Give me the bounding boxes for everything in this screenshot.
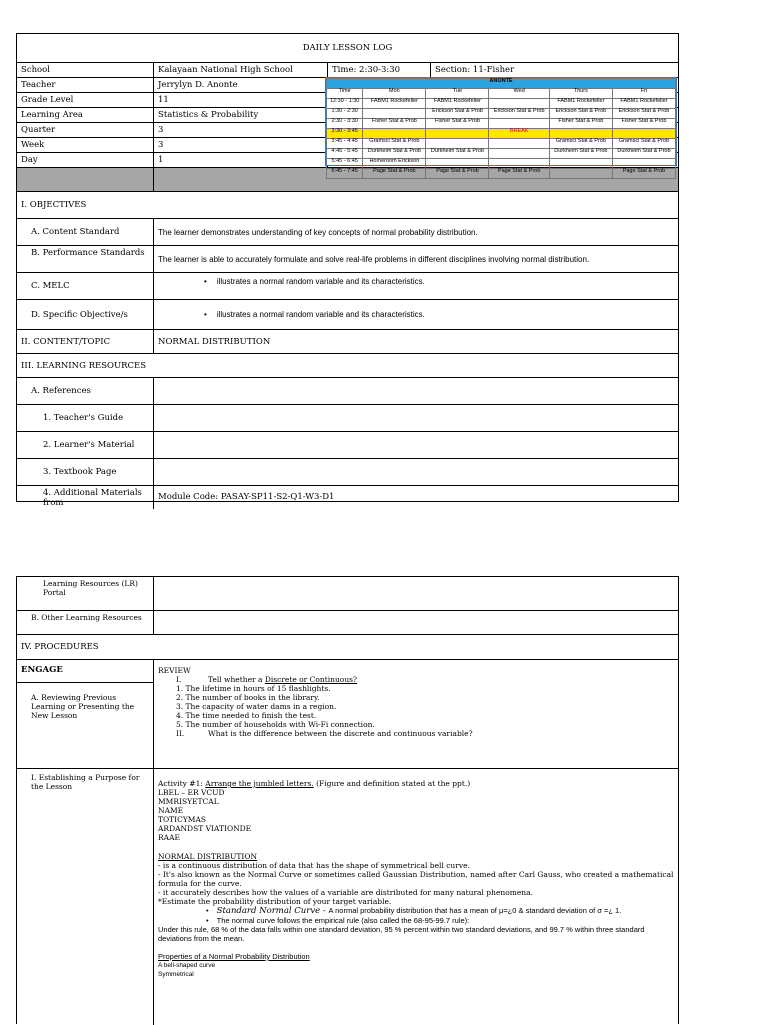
schedule-header: Wed bbox=[489, 89, 549, 99]
content-standard-value: The learner demonstrates understanding of key concepts of normal probability distribution. bbox=[158, 228, 478, 237]
schedule-header: Time bbox=[327, 89, 363, 99]
schedule-cell bbox=[426, 139, 489, 149]
specific-objective-label: D. Specific Objective/s bbox=[17, 300, 154, 329]
day-value: 1 bbox=[154, 153, 328, 167]
content-topic-value: NORMAL DISTRIBUTION bbox=[158, 337, 271, 347]
review-item: 5. The number of households with Wi-Fi connection. bbox=[176, 720, 375, 729]
grade-value: 11 bbox=[154, 93, 328, 107]
area-value: Statistics & Probability bbox=[154, 108, 328, 122]
schedule-cell: Fisher Stat & Prob bbox=[612, 119, 675, 129]
schedule-cell: Homeroom Erickson bbox=[363, 159, 426, 169]
other-resources-label: B. Other Learning Resources bbox=[17, 611, 154, 634]
schedule-cell: 5:45 - 6:45 bbox=[327, 159, 363, 169]
review-i-num: I. bbox=[176, 675, 182, 684]
review-item: 1. The lifetime in hours of 15 flashlights. bbox=[176, 684, 331, 693]
review-i-text: Tell whether a bbox=[208, 675, 265, 684]
section-value: Section: 11-Fisher bbox=[435, 65, 515, 75]
schedule-header: Thurs bbox=[549, 89, 612, 99]
review-label: A. Reviewing Previous Learning or Presenting the New Lesson bbox=[31, 693, 135, 720]
grade-label: Grade Level bbox=[17, 93, 154, 107]
schedule-cell bbox=[549, 159, 612, 169]
review-item: 4. The time needed to finish the test. bbox=[176, 711, 317, 720]
specific-objective-value: • illustrates a normal random variable and its characteristics. bbox=[204, 310, 425, 319]
week-label: Week bbox=[17, 138, 154, 152]
schedule-cell: 12:30 - 1:30 bbox=[327, 99, 363, 109]
normal-distribution-title: NORMAL DISTRIBUTION bbox=[158, 852, 258, 861]
learners-material-label: 2. Learner's Material bbox=[17, 432, 154, 458]
schedule-header: Mon bbox=[363, 89, 426, 99]
schedule-break: BREAK bbox=[489, 129, 549, 139]
performance-standards-value: The learner is able to accurately formulate and solve real-life problems in different disciplines involving normal distribution. bbox=[158, 255, 590, 264]
purpose-label: I. Establishing a Purpose for the Lesson bbox=[17, 769, 154, 1025]
schedule-cell: FABM1 Rockefeller bbox=[549, 99, 612, 109]
schedule-cell: Durkheim Stat & Prob bbox=[363, 149, 426, 159]
additional-materials-value: Module Code: PASAY-SP11-S2-Q1-W3-D1 bbox=[158, 492, 335, 502]
schedule-cell: Durkheim Stat & Prob bbox=[549, 149, 612, 159]
teachers-guide-label: 1. Teacher's Guide bbox=[17, 405, 154, 431]
property-item: A bell-shaped curve bbox=[158, 962, 216, 969]
nd-definition: *Estimate the probability distribution of your target variable. bbox=[158, 897, 392, 906]
jumbled-word: ARDANDST VIATIONDE bbox=[158, 824, 252, 833]
schedule-cell bbox=[426, 129, 489, 139]
schedule-cell: Gramsci Stat & Prob bbox=[549, 139, 612, 149]
teacher-label: Teacher bbox=[17, 78, 154, 92]
learning-resources-heading: III. LEARNING RESOURCES bbox=[21, 361, 147, 371]
schedule-cell: 3:45 - 4:45 bbox=[327, 139, 363, 149]
area-label: Learning Area bbox=[17, 108, 154, 122]
standard-normal-curve-term: Standard Normal Curve - bbox=[216, 906, 329, 916]
review-i-underlined: Discrete or Continuous? bbox=[264, 675, 358, 684]
schedule-cell: Erickson Stat & Prob bbox=[612, 109, 675, 119]
melc-value: • illustrates a normal random variable and its characteristics. bbox=[204, 277, 425, 286]
jumbled-word: NAME bbox=[158, 806, 184, 815]
property-item: Symmetrical bbox=[158, 971, 194, 978]
schedule-cell bbox=[489, 149, 549, 159]
properties-title: Properties of a Normal Probability Distribution bbox=[158, 952, 310, 961]
schedule-cell bbox=[549, 129, 612, 139]
schedule-cell: Erickson Stat & Prob bbox=[489, 109, 549, 119]
quarter-value: 3 bbox=[154, 123, 328, 137]
jumbled-word: RAAE bbox=[158, 833, 180, 842]
review-ii-text: What is the difference between the discrete and continuous variable? bbox=[208, 729, 473, 738]
review-title: REVIEW bbox=[158, 666, 191, 675]
schedule-cell: FABM1 Rockefeller bbox=[426, 99, 489, 109]
melc-label: C. MELC bbox=[17, 273, 154, 299]
quarter-label: Quarter bbox=[17, 123, 154, 137]
page-title: DAILY LESSON LOG bbox=[17, 34, 678, 63]
schedule-cell: Page Stat & Prob bbox=[612, 169, 675, 179]
content-topic-label: II. CONTENT/TOPIC bbox=[17, 330, 154, 353]
schedule-owner: ANONTE bbox=[327, 79, 676, 89]
jumbled-word: TOTICYMAS bbox=[158, 815, 207, 824]
lesson-log-page-2: Learning Resources (LR) Portal B. Other Learning Resources IV. PROCEDURES ENGAGE A. Reviewing Previous Learning or Presenting the New Lesson REVIEW I. Tell whether a Discrete or Continuous? 1. The lifetime in hours of 15 flashlights. 2. The number of books in the library. 3. The capacity of water dams in a region. 4. The time needed to finish the test. 5. The number of households with Wi-Fi connection. II. What is the difference between the discrete and continuous variable? I. Establishing a Purpose for the Lesson Activity #1: Arrange the jumbled letters. (Figure and definition stated at the ppt.) LBEL – ER VCUD MMRISYETCAL NAME TOTICYMAS ARDANDST VIATIONDE RAAE NORMAL DISTRIBUTION - is a continuous distribution of data that has the shape of symmetrical bell curve. - It's also known as the Normal Curve or sometimes called Gaussian Distribution, named after Carl Gauss, who created a mathematical formula for the curve. - it accurately describes how the values of a variable are distributed for many natural phenomena. *Estimate the probability distribution of your target variable. • Standard Normal Curve - A normal probability distribution that has a mean of μ=¿0 & standard deviation of σ =¿ 1. • The normal curve follows the empirical rule (also called the 68-95-99.7 rule): Under this rule, 68 % of the data falls within one standard deviation, 95 % percent within two standard deviations, and 99.7 % within three standard deviations from the mean. Properties of a Normal Probability Distribution A bell-shaped curve Symmetrical bbox=[16, 576, 679, 1024]
schedule-cell: Gramsci Stat & Prob bbox=[363, 139, 426, 149]
schedule-cell: 2:30 - 3:30 bbox=[327, 119, 363, 129]
engage-label: ENGAGE bbox=[17, 660, 153, 683]
content-standard-label: A. Content Standard bbox=[17, 219, 154, 245]
objectives-heading: I. OBJECTIVES bbox=[21, 200, 87, 210]
schedule-cell bbox=[426, 159, 489, 169]
schedule-cell: 4:45 - 5:45 bbox=[327, 149, 363, 159]
activity-prefix: Activity #1: bbox=[158, 779, 206, 788]
empirical-rule: The normal curve follows the empirical rule (also called the 68-95-99.7 rule): bbox=[216, 916, 470, 925]
schedule-cell: FABM1 Rockefeller bbox=[363, 99, 426, 109]
school-value: Kalayaan National High School bbox=[154, 63, 328, 77]
schedule-header: Fri bbox=[612, 89, 675, 99]
schedule-cell: 6:45 - 7:45 bbox=[327, 169, 363, 179]
schedule-cell: Fisher Stat & Prob bbox=[426, 119, 489, 129]
review-item: 2. The number of books in the library. bbox=[176, 693, 320, 702]
activity-suffix: (Figure and definition stated at the ppt.) bbox=[313, 779, 471, 788]
schedule-cell bbox=[363, 109, 426, 119]
schedule-cell: Durkheim Stat & Prob bbox=[426, 149, 489, 159]
review-item: 3. The capacity of water dams in a region. bbox=[176, 702, 337, 711]
lr-portal-label: Learning Resources (LR) Portal bbox=[17, 577, 154, 610]
schedule-cell: Fisher Stat & Prob bbox=[363, 119, 426, 129]
schedule-cell bbox=[363, 129, 426, 139]
schedule-cell bbox=[612, 129, 675, 139]
activity-title: Arrange the jumbled letters. bbox=[205, 779, 314, 788]
schedule-cell: Fisher Stat & Prob bbox=[549, 119, 612, 129]
schedule-cell: Erickson Stat & Prob bbox=[426, 109, 489, 119]
schedule-cell: Durkheim Stat & Prob bbox=[612, 149, 675, 159]
schedule-cell: Page Stat & Prob bbox=[363, 169, 426, 179]
schedule-cell bbox=[489, 139, 549, 149]
school-label: School bbox=[17, 63, 154, 77]
textbook-page-label: 3. Textbook Page bbox=[17, 459, 154, 485]
procedures-heading: IV. PROCEDURES bbox=[21, 642, 99, 652]
schedule-cell bbox=[489, 159, 549, 169]
schedule-cell bbox=[612, 159, 675, 169]
jumbled-word: LBEL – ER VCUD bbox=[158, 788, 225, 797]
schedule-cell: Erickson Stat & Prob bbox=[549, 109, 612, 119]
schedule-cell bbox=[489, 99, 549, 109]
schedule-cell: 1:30 - 2:30 bbox=[327, 109, 363, 119]
day-label: Day bbox=[17, 153, 154, 167]
nd-definition: - is a continuous distribution of data that has the shape of symmetrical bell curve. bbox=[158, 861, 470, 870]
nd-definition: - it accurately describes how the values of a variable are distributed for many natural phenomena. bbox=[158, 888, 533, 897]
teacher-value: Jerrylyn D. Anonte bbox=[154, 78, 328, 92]
review-ii-num: II. bbox=[176, 729, 185, 738]
schedule-cell: Page Stat & Prob bbox=[489, 169, 549, 179]
class-schedule-table bbox=[325, 77, 677, 174]
jumbled-word: MMRISYETCAL bbox=[158, 797, 219, 806]
performance-standards-label: B. Performance Standards bbox=[17, 246, 154, 272]
schedule-cell: 3:30 - 3:45 bbox=[327, 129, 363, 139]
week-value: 3 bbox=[154, 138, 328, 152]
schedule-header: Tue bbox=[426, 89, 489, 99]
time-value: Time: 2:30-3:30 bbox=[328, 63, 431, 77]
empirical-rule-text: Under this rule, 68 % of the data falls within one standard deviation, 95 % percent within two standard deviations, and 99.7 % within three standard deviations from the mean. bbox=[158, 925, 645, 943]
references-label: A. References bbox=[17, 378, 154, 404]
schedule-cell: Gramsci Stat & Prob bbox=[612, 139, 675, 149]
nd-definition: - It's also known as the Normal Curve or sometimes called Gaussian Distribution, named after Carl Gauss, who created a mathematical formula for the curve. bbox=[158, 870, 674, 888]
schedule-cell: FABM1 Rockefeller bbox=[612, 99, 675, 109]
schedule-cell: Page Stat & Prob bbox=[426, 169, 489, 179]
standard-normal-curve-text: A normal probability distribution that has a mean of μ=¿0 & standard deviation of σ =¿ 1. bbox=[328, 906, 622, 915]
schedule-cell bbox=[549, 169, 612, 179]
schedule-cell bbox=[489, 119, 549, 129]
additional-materials-label: 4. Additional Materials from bbox=[17, 486, 154, 509]
